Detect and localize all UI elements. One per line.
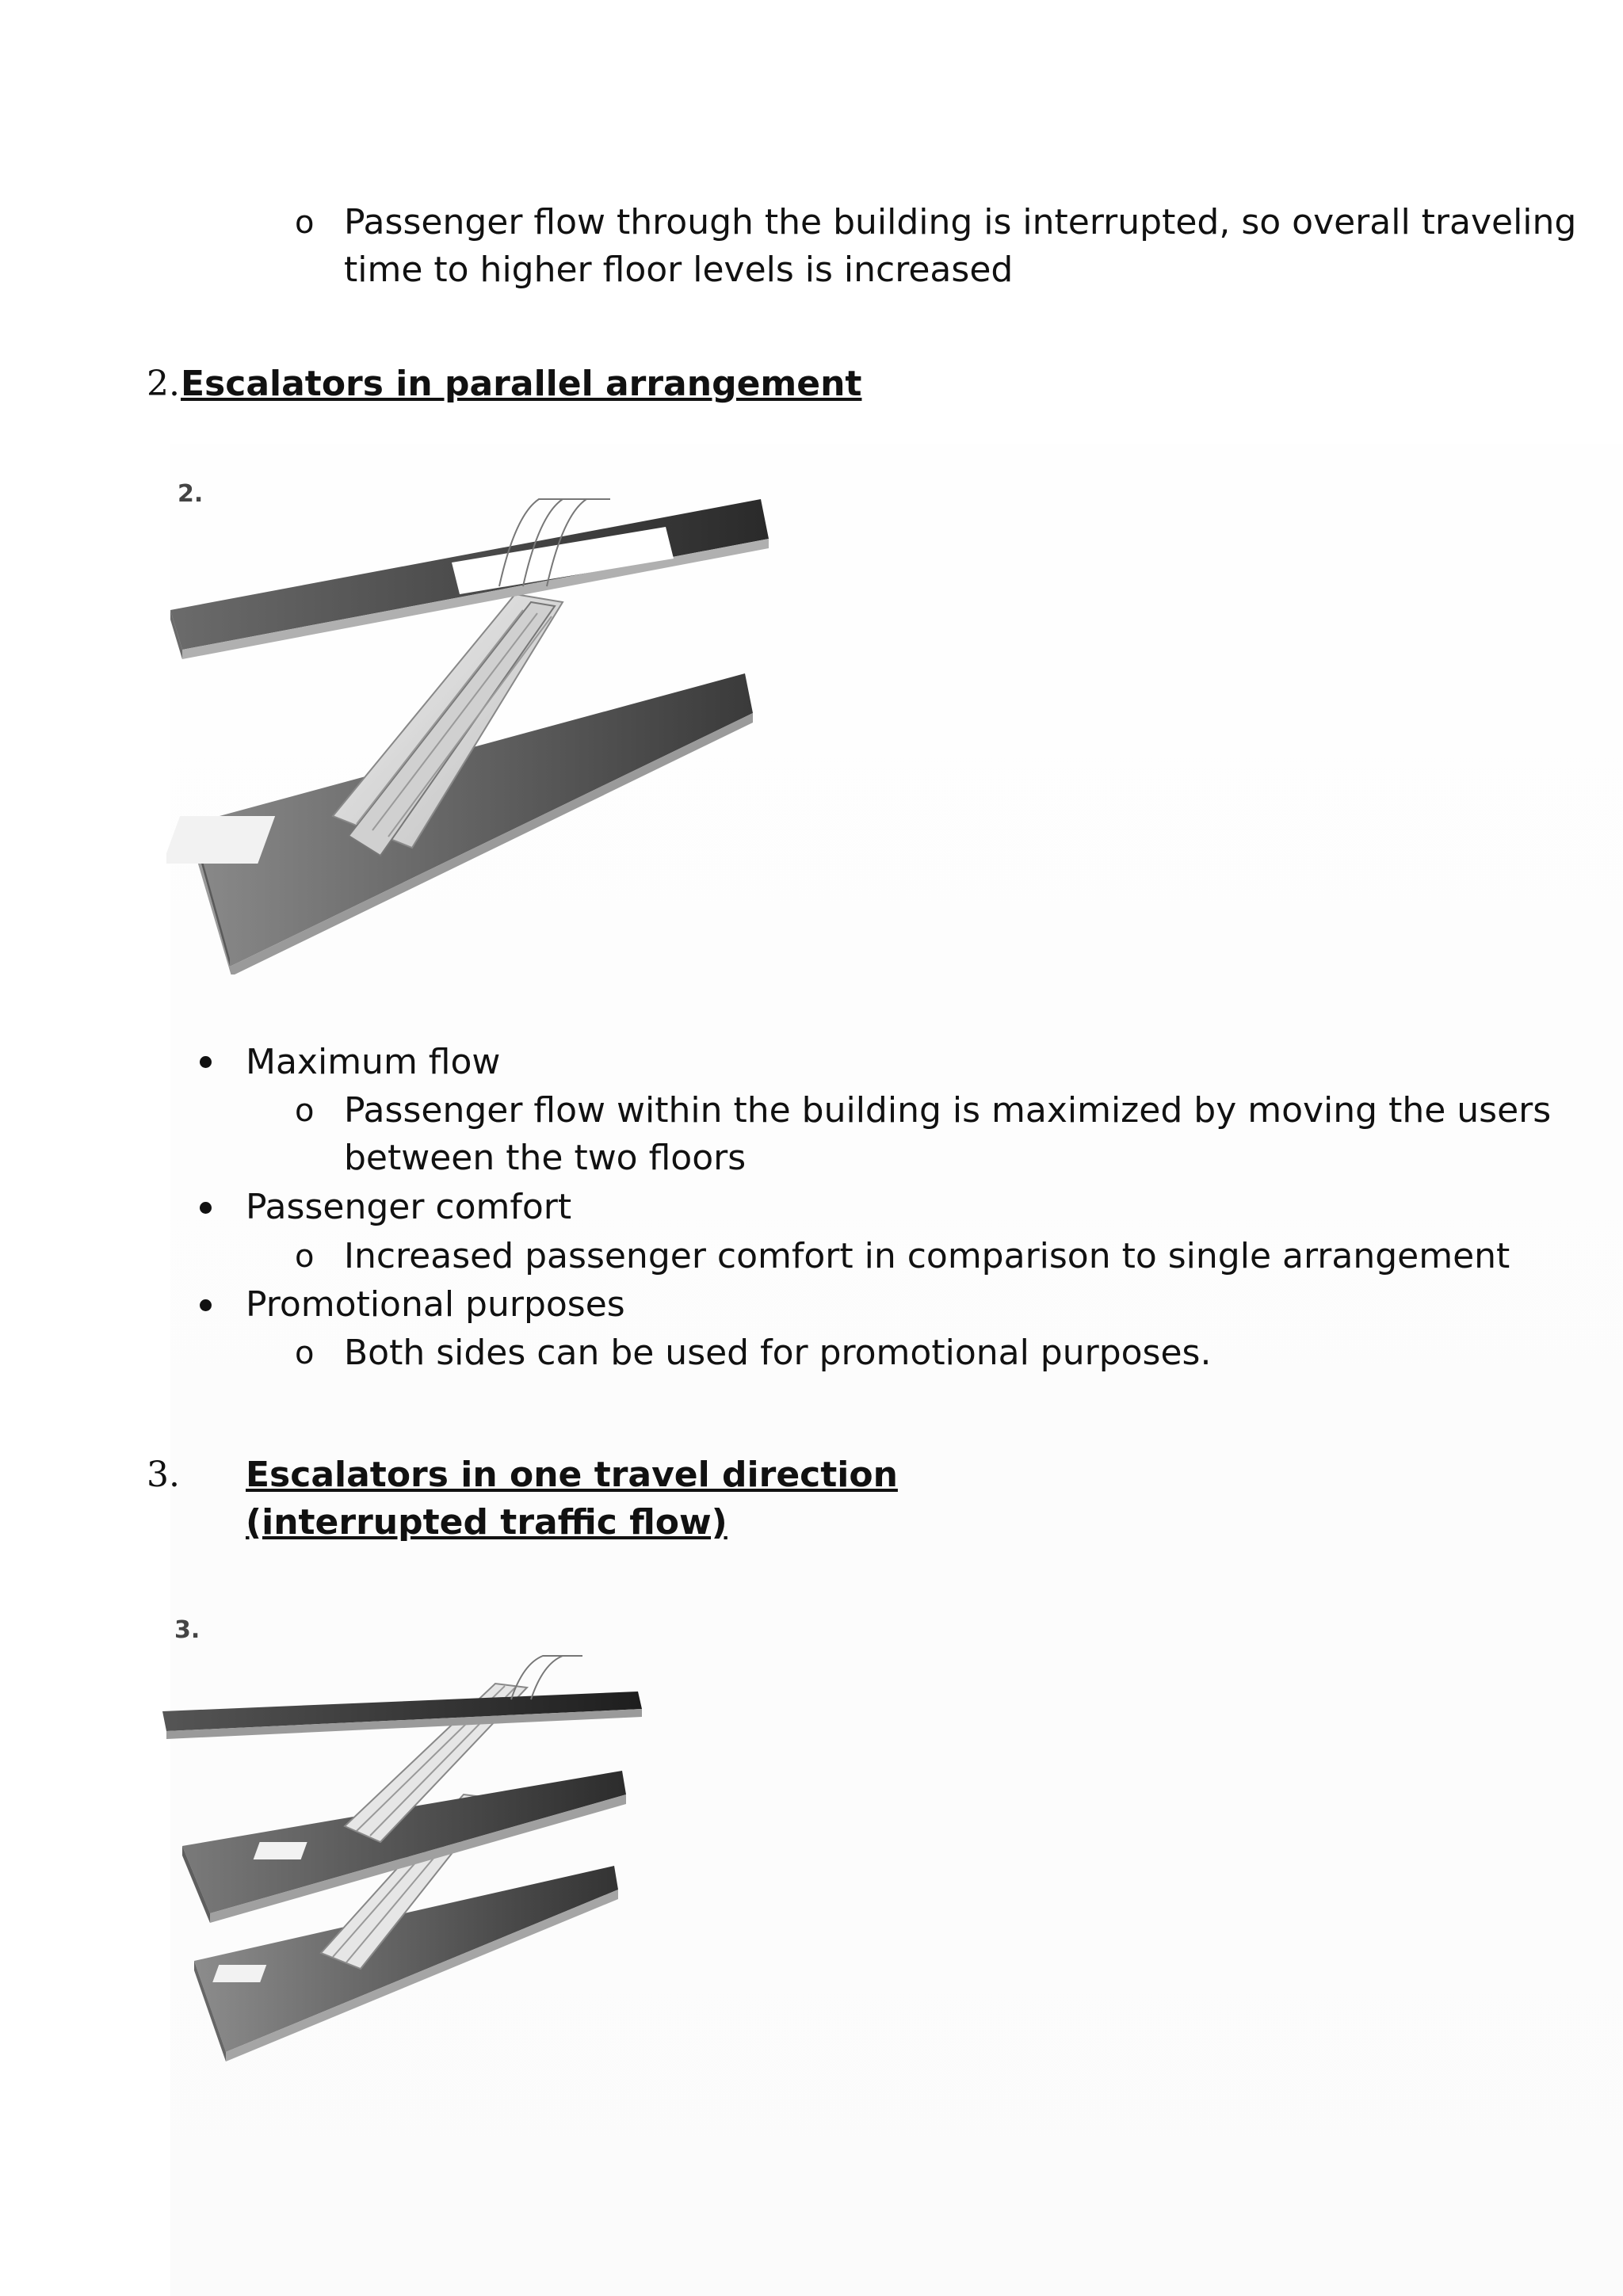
promotional-purposes-detail: Both sides can be used for promotional purposes. <box>344 1333 1212 1373</box>
bullet-passenger-comfort: Passenger comfort <box>246 1187 572 1227</box>
parallel-escalators-illustration <box>166 483 785 974</box>
figure-3-label: 3. <box>174 1616 200 1644</box>
bullet-dot <box>200 1056 212 1068</box>
section-2-heading: Escalators in parallel arrangement <box>181 364 862 404</box>
sub-bullet-marker: o <box>295 204 315 241</box>
top-item-line-1: Passenger flow through the building is interrupted, so overall traveling <box>344 202 1577 242</box>
section-3-heading-line-2: (interrupted traffic flow) <box>246 1502 727 1543</box>
maximum-flow-detail-line-2: between the two floors <box>344 1138 747 1178</box>
passenger-comfort-detail: Increased passenger comfort in comparison to single arrangement <box>344 1236 1510 1276</box>
bullet-maximum-flow: Maximum flow <box>246 1042 501 1082</box>
section-3-heading-line-1: Escalators in one travel direction <box>246 1455 898 1495</box>
bullet-dot <box>200 1299 212 1311</box>
section-2-number: 2. <box>147 364 180 404</box>
maximum-flow-detail-line-1: Passenger flow within the building is maximized by moving the users <box>344 1090 1552 1131</box>
top-item-line-2: time to higher floor levels is increased <box>344 250 1014 290</box>
bullet-dot <box>200 1202 212 1214</box>
sub-bullet-marker: o <box>295 1335 315 1371</box>
sub-bullet-marker: o <box>295 1093 315 1129</box>
sub-bullet-marker: o <box>295 1238 315 1275</box>
one-direction-escalators-illustration <box>162 1652 654 2064</box>
figure-2-label: 2. <box>178 480 204 508</box>
section-3-number: 3. <box>147 1455 180 1495</box>
bullet-promotional-purposes: Promotional purposes <box>246 1284 625 1325</box>
